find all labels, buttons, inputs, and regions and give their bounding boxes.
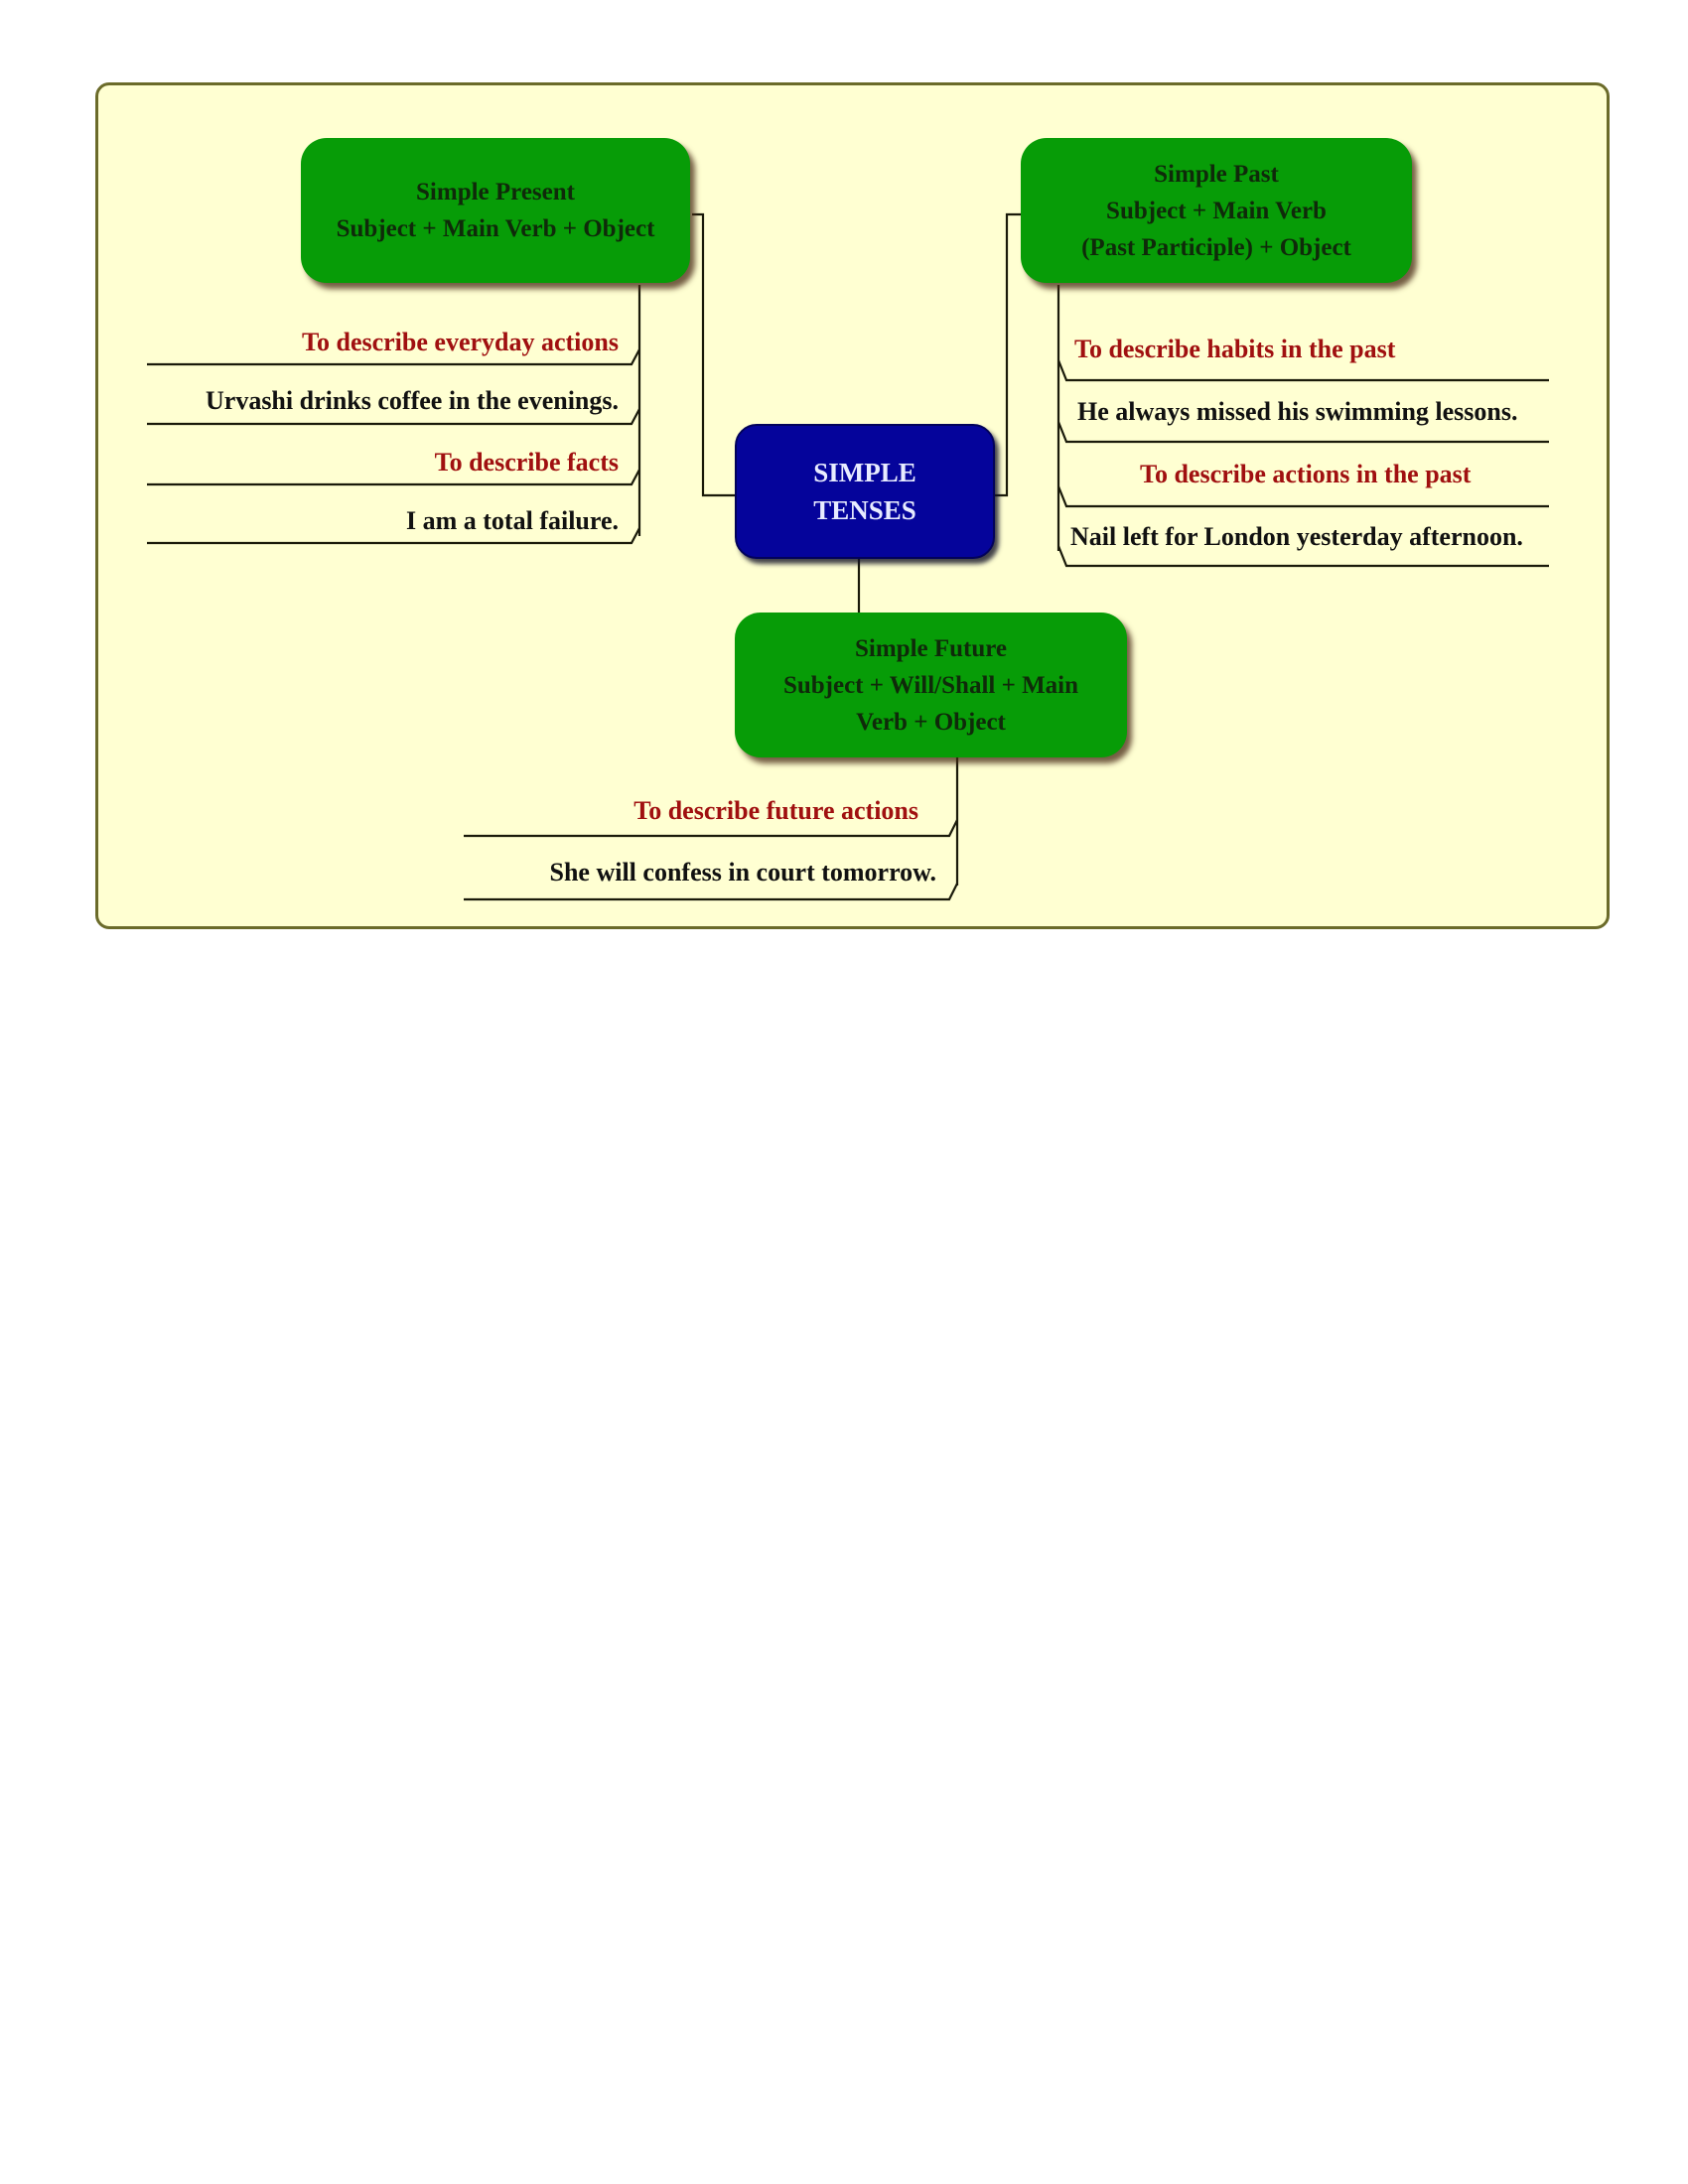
leaf-usage: To describe facts — [434, 448, 619, 477]
leaf-example: Urvashi drinks coffee in the evenings. — [206, 386, 619, 415]
leaf-usage: To describe habits in the past — [1074, 335, 1396, 363]
node-formula: Subject + Will/Shall + Main — [782, 671, 1079, 699]
connector-present-center — [692, 214, 735, 495]
node-formula: (Past Participle) + Object — [1081, 233, 1351, 261]
node-title: Simple Future — [854, 634, 1007, 662]
leaf-usage: To describe actions in the past — [1140, 460, 1472, 488]
node-title: Simple Present — [416, 179, 575, 205]
connector-past-center — [995, 214, 1021, 495]
node-title: Simple Past — [1154, 160, 1279, 188]
node-simple-tenses-center — [735, 424, 995, 559]
leaf-example: He always missed his swimming lessons. — [1077, 397, 1518, 426]
leaf-usage: To describe future actions — [633, 796, 918, 825]
node-formula: Verb + Object — [856, 708, 1006, 736]
node-simple-future — [735, 613, 1127, 757]
leaf-usage: To describe everyday actions — [302, 328, 619, 356]
center-line: TENSES — [813, 495, 916, 525]
leaf-example: I am a total failure. — [406, 506, 619, 535]
node-simple-past — [1021, 138, 1412, 283]
center-line: SIMPLE — [813, 458, 916, 487]
node-formula: Subject + Main Verb + Object — [336, 215, 655, 242]
node-formula: Subject + Main Verb — [1106, 197, 1327, 224]
leaf-example: She will confess in court tomorrow. — [549, 858, 936, 887]
leaf-example: Nail left for London yesterday afternoon. — [1070, 522, 1523, 551]
node-simple-present — [301, 138, 690, 283]
